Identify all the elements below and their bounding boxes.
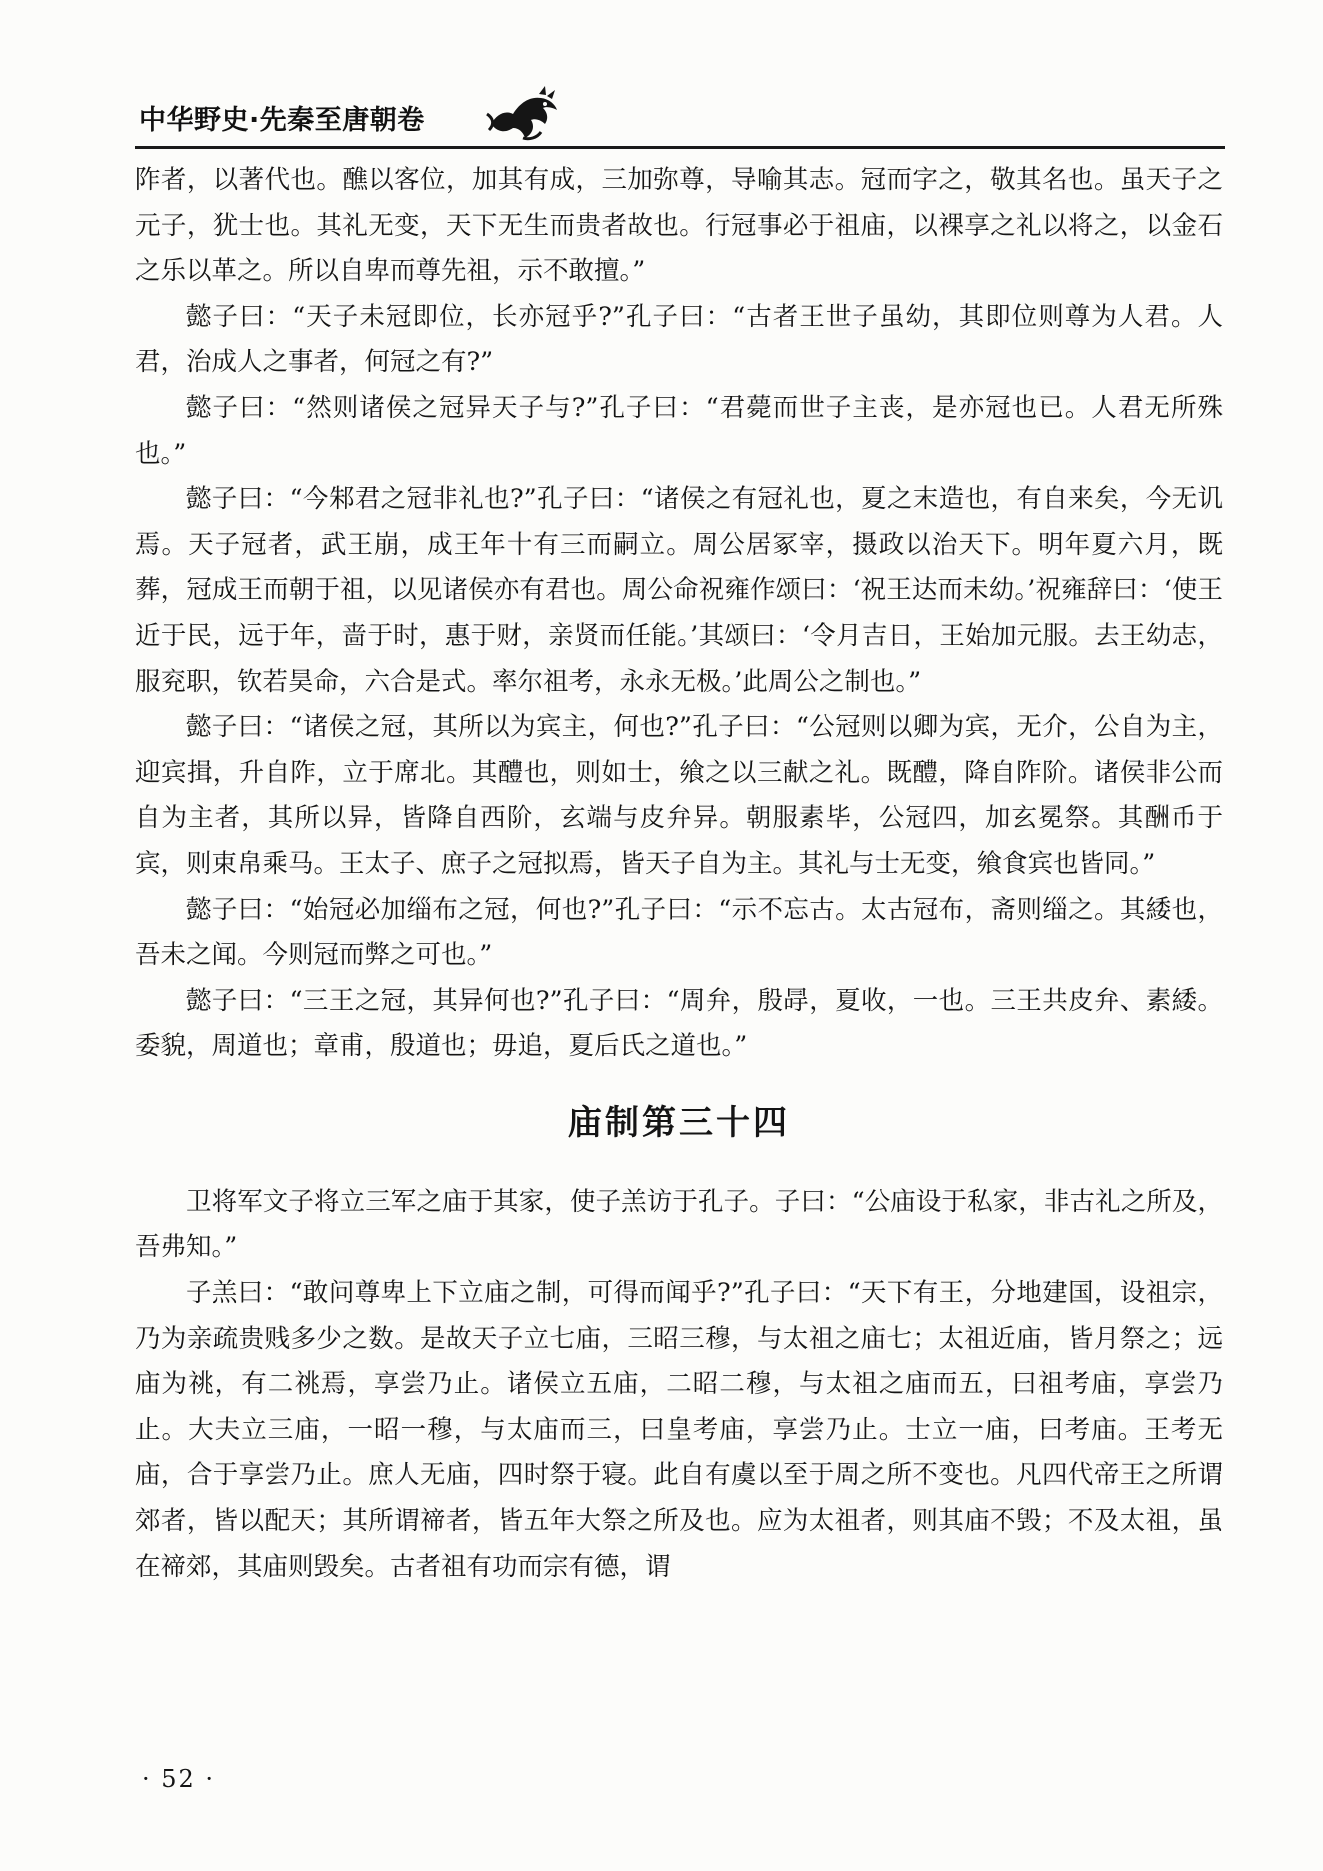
book-title: 中华野史·先秦至唐朝卷 (139, 105, 425, 136)
paragraph: 懿子曰：“诸侯之冠，其所以为宾主，何也?”孔子曰：“公冠则以卿为宾，无介，公自为主，迎宾揖，升自阼，立于席北。其醴也，则如士，飨之以三献之礼。既醴，降自阼阶。诸侯非公而自为主者，其所以异，皆降自西阶，玄端与皮弁异。朝服素毕，公冠四，加玄冕祭。其酬币于宾，则束帛乘马。王太子、庶子之冠拟焉，皆天子自为主。其礼与士无变，飨食宾也皆同。” (135, 712, 1223, 879)
running-header (135, 88, 1225, 148)
paragraph: 懿子曰：“始冠必加缁布之冠，何也?”孔子曰：“示不忘古。太古冠布，斋则缁之。其緌也，吾未之闻。今则冠而弊之可也。” (135, 894, 1223, 971)
page-number: · 52 · (142, 1765, 216, 1793)
dragon-icon (483, 84, 561, 142)
header-rule (135, 146, 1225, 149)
section-title: 庙制第三十四 (568, 1102, 790, 1143)
paragraph: 阼者，以著代也。醮以客位，加其有成，三加弥尊，导喻其志。冠而字之，敬其名也。虽天子之元子，犹士也。其礼无变，天下无生而贵者故也。行冠事必于祖庙，以裸享之礼以将之，以金石之乐以革之。所以自卑而尊先祖，示不敢擅。” (135, 165, 1223, 287)
paragraph: 懿子曰：“然则诸侯之冠异天子与?”孔子曰：“君薨而世子主丧，是亦冠也已。人君无所殊也。” (135, 392, 1223, 469)
paragraph: 子羔曰：“敢问尊卑上下立庙之制，可得而闻乎?”孔子曰：“天下有王，分地建国，设祖宗，乃为亲疏贵贱多少之数。是故天子立七庙，三昭三穆，与太祖之庙七；太祖近庙，皆月祭之；远庙为祧，有二祧焉，享尝乃止。诸侯立五庙，二昭二穆，与太祖之庙而五，曰祖考庙，享尝乃止。大夫立三庙，一昭一穆，与太庙而三，曰皇考庙，享尝乃止。士立一庙，曰考庙。王考无庙，合于享尝乃止。庶人无庙，四时祭于寝。此自有虞以至于周之所不变也。凡四代帝王之所谓郊者，皆以配天；其所谓禘者，皆五年大祭之所及也。应为太祖者，则其庙不毁；不及太祖，虽在禘郊，其庙则毁矣。古者祖有功而宗有德，谓 (135, 1278, 1223, 1582)
body-text (135, 158, 1223, 1590)
paragraph: 懿子曰：“天子未冠即位，长亦冠乎?”孔子曰：“古者王世子虽幼，其即位则尊为人君。人君，治成人之事者，何冠之有?” (135, 301, 1223, 378)
paragraph: 懿子曰：“今邾君之冠非礼也?”孔子曰：“诸侯之有冠礼也，夏之末造也，有自来矣，今无讥焉。天子冠者，武王崩，成王年十有三而嗣立。周公居冢宰，摄政以治天下。明年夏六月，既葬，冠成王而朝于祖，以见诸侯亦有君也。周公命祝雍作颂曰：‘祝王达而未幼。’祝雍辞曰：‘使王近于民，远于年，啬于时，惠于财，亲贤而任能。’其颂曰：‘令月吉日，王始加元服。去王幼志，服兖职，钦若昊命，六合是式。率尔祖考，永永无极。’此周公之制也。” (135, 484, 1223, 697)
paragraph: 懿子曰：“三王之冠，其异何也?”孔子曰：“周弁，殷冔，夏收，一也。三王共皮弁、素緌。委貌，周道也；章甫，殷道也；毋追，夏后氏之道也。” (135, 985, 1223, 1062)
paragraph: 卫将军文子将立三军之庙于其家，使子羔访于孔子。子曰：“公庙设于私家，非古礼之所及，吾弗知。” (135, 1186, 1223, 1263)
